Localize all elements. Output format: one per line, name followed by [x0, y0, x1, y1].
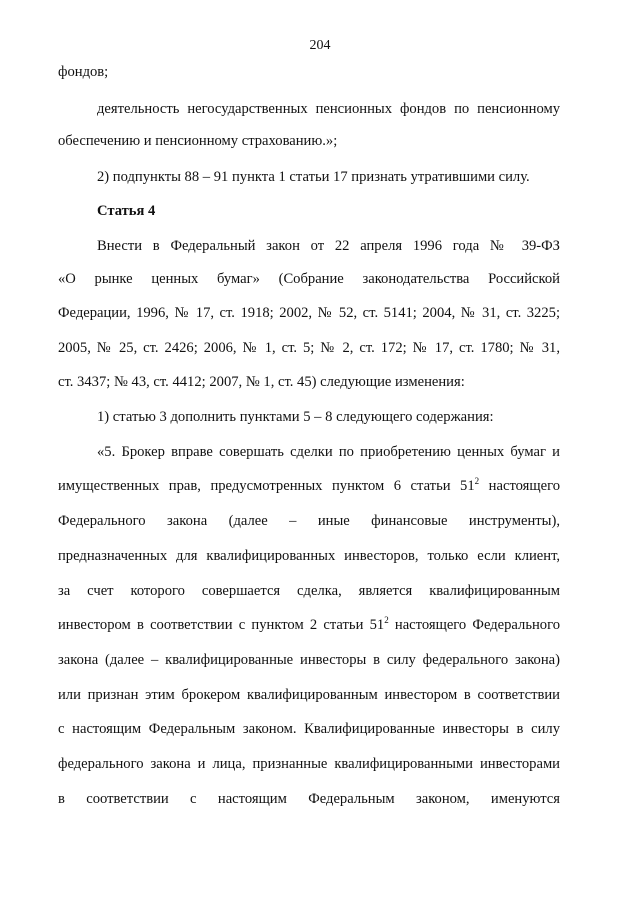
text-line [58, 615, 560, 635]
text-line: закона (далее – квалифицированные инвесторы в силу федерального закона) [58, 652, 560, 668]
text-line: Федерации, 1996, № 17, ст. 1918; 2002, № 52, ст. 5141; 2004, № 31, ст. 3225; [58, 305, 560, 321]
text-line: 1) статью 3 дополнить пунктами 5 – 8 следующего содержания: [97, 409, 494, 425]
text-line [58, 476, 560, 496]
text-line: фондов; [58, 64, 109, 80]
text-segment: имущественных прав, предусмотренных пунктом 6 статьи 51 [58, 478, 475, 494]
text-segment: настоящего [479, 478, 560, 494]
superscript: 2 [474, 476, 480, 486]
text-line: или признан этим брокером квалифицированным инвестором в соответствии [58, 687, 560, 703]
text-line: деятельность негосударственных пенсионных фондов по пенсионному [97, 101, 560, 117]
text-line: 2) подпункты 88 – 91 пункта 1 статьи 17 признать утратившими силу. [97, 169, 530, 185]
text-line: с настоящим Федеральным законом. Квалифицированные инвесторы в силу [58, 721, 560, 737]
text-line: в соответствии с настоящим Федеральным законом, именуются [58, 791, 560, 807]
text-line: «О рынке ценных бумаг» (Собрание законодательства Российской [58, 271, 560, 287]
text-line: предназначенных для квалифицированных инвесторов, только если клиент, [58, 548, 560, 564]
page-number: 204 [309, 38, 331, 53]
text-line: федерального закона и лица, признанные квалифицированными инвесторами [58, 756, 560, 772]
text-line: Федерального закона (далее – иные финансовые инструменты), [58, 513, 560, 529]
article-heading: Статья 4 [97, 203, 156, 219]
text-segment: настоящего Федерального [388, 617, 561, 633]
text-line: 2005, № 25, ст. 2426; 2006, № 1, ст. 5; № 2, ст. 172; № 17, ст. 1780; № 31, [58, 340, 560, 356]
text-line: Внести в Федеральный закон от 22 апреля 1996 года № 39-ФЗ [97, 238, 560, 254]
superscript: 2 [384, 615, 389, 625]
text-line: обеспечению и пенсионному страхованию.»; [58, 133, 338, 149]
text-segment: инвестором в соответствии с пунктом 2 статьи 51 [58, 617, 385, 633]
text-line: за счет которого совершается сделка, является квалифицированным [58, 583, 560, 599]
text-line: ст. 3437; № 43, ст. 4412; 2007, № 1, ст. 45) следующие изменения: [58, 374, 465, 390]
text-line: «5. Брокер вправе совершать сделки по приобретению ценных бумаг и [97, 444, 560, 460]
